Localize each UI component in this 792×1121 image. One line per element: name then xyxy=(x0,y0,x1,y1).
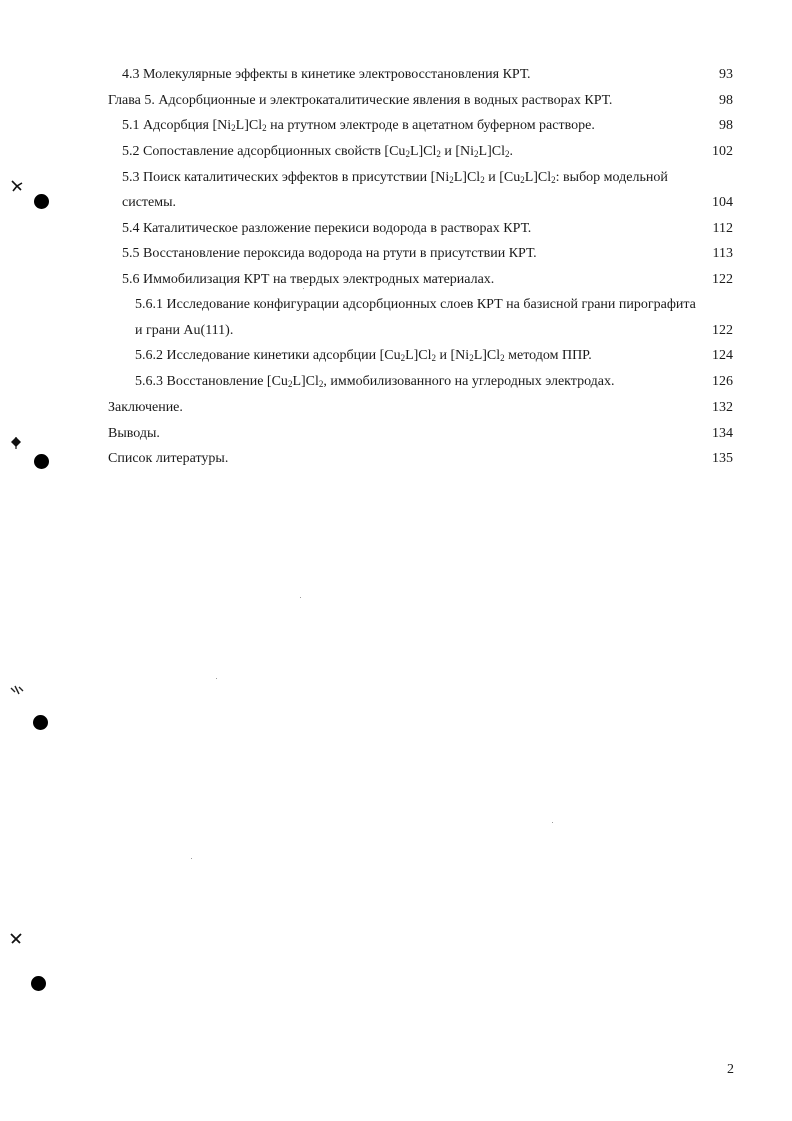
page-number: 2 xyxy=(727,1062,734,1077)
toc-entry-5-3: 5.3 Поиск каталитических эффектов в присутствии $[Ni_2L]Cl_2$ и $[Cu_2L]Cl_2$: выбор модельной xyxy=(122,170,668,185)
scan-speck xyxy=(216,678,217,679)
scan-mark-icon xyxy=(9,178,25,194)
scan-mark-icon xyxy=(8,434,24,450)
toc-entry-5-2: 5.2 Сопоставление адсорбционных свойств $[Cu_2L]Cl_2$ и $[Ni_2L]Cl_2$. xyxy=(122,144,513,159)
toc-page-5-6-1: 122 xyxy=(712,323,733,338)
toc-entry-findings: Выводы. xyxy=(108,426,160,441)
toc-entry-5-1: 5.1 Адсорбция $[Ni_2L]Cl_2$ на ртутном электроде в ацетатном буферном растворе. xyxy=(122,118,595,133)
toc-entry-5-6-1-continuation: и грани Au(111). xyxy=(135,323,234,338)
toc-page-5-6-3: 126 xyxy=(712,374,733,389)
toc-entry-references: Список литературы. xyxy=(108,451,229,466)
toc-entry-5-6: 5.6 Иммобилизация КРТ на твердых электродных материалах. xyxy=(122,272,495,287)
toc-page-5-5: 113 xyxy=(712,246,733,261)
toc-page-4-3: 93 xyxy=(719,67,733,82)
scan-speck xyxy=(300,597,301,598)
scan-speck xyxy=(303,288,304,289)
punch-hole-2 xyxy=(34,454,49,469)
toc-entry-chapter-5: Глава 5. Адсорбционные и электрокаталитические явления в водных растворах КРТ. xyxy=(108,93,613,108)
toc-page-chapter-5: 98 xyxy=(719,93,733,108)
punch-hole-1 xyxy=(34,194,49,209)
toc-entry-conclusion: Заключение. xyxy=(108,400,183,415)
scan-mark-icon xyxy=(8,930,24,946)
toc-entry-5-6-2: 5.6.2 Исследование кинетики адсорбции $[Cu_2L]Cl_2$ и $[Ni_2L]Cl_2$ методом ППР. xyxy=(135,348,592,363)
scan-speck xyxy=(191,858,192,859)
toc-entry-5-4: 5.4 Каталитическое разложение перекиси водорода в растворах КРТ. xyxy=(122,221,532,236)
toc-entry-5-6-3: 5.6.3 Восстановление $[Cu_2L]Cl_2$, иммобилизованного на углеродных электродах. xyxy=(135,374,615,389)
punch-hole-3 xyxy=(33,715,48,730)
toc-page-5-2: 102 xyxy=(712,144,733,159)
toc-entry-5-3-continuation: системы. xyxy=(122,195,177,210)
punch-hole-4 xyxy=(31,976,46,991)
toc-entry-5-6-1: 5.6.1 Исследование конфигурации адсорбционных слоев КРТ на базисной грани пирографита xyxy=(135,297,696,312)
toc-page-5-6: 122 xyxy=(712,272,733,287)
toc-page-findings: 134 xyxy=(712,426,733,441)
toc-page-5-1: 98 xyxy=(719,118,733,133)
toc-page-5-3: 104 xyxy=(712,195,733,210)
toc-entry-5-5: 5.5 Восстановление пероксида водорода на ртути в присутствии КРТ. xyxy=(122,246,537,261)
toc-page-references: 135 xyxy=(712,451,733,466)
toc-page-5-6-2: 124 xyxy=(712,348,733,363)
scan-speck xyxy=(552,822,553,823)
toc-page-5-4: 112 xyxy=(712,221,733,236)
scan-mark-icon xyxy=(9,682,25,698)
toc-entry-4-3: 4.3 Молекулярные эффекты в кинетике электровосстановления КРТ. xyxy=(122,67,531,82)
toc-page-conclusion: 132 xyxy=(712,400,733,415)
